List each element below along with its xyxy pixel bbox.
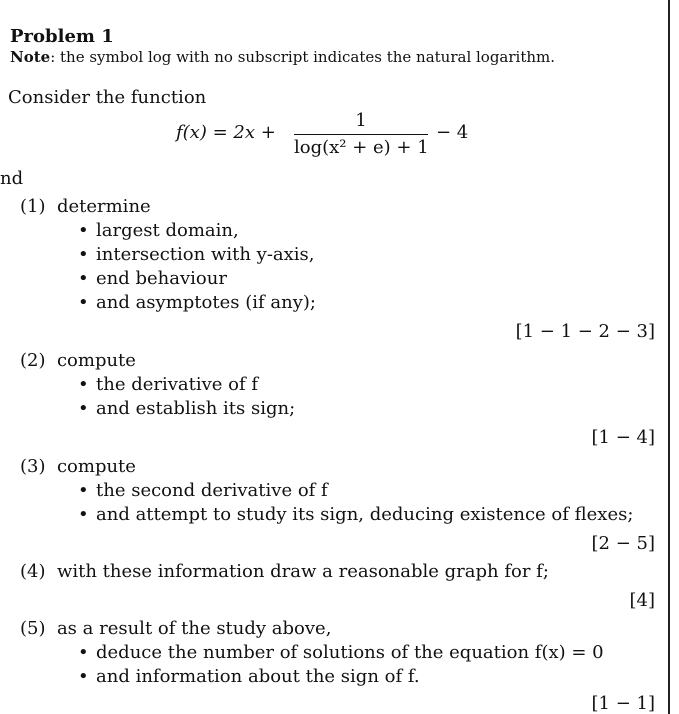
part-2-heading — [20, 350, 136, 371]
list-item: • and attempt to study its sign, deducing existence of flexes; — [78, 504, 633, 525]
part-5-marks: [1 − 1] — [591, 693, 655, 714]
part-2-marks: [1 − 4] — [591, 427, 655, 448]
part-1-number: (1) — [20, 196, 46, 217]
part-3-heading — [20, 456, 136, 477]
part-5-heading — [20, 618, 331, 639]
list-item: • and information about the sign of f. — [78, 666, 420, 687]
fraction-bar — [294, 134, 428, 135]
note-text: : the symbol log with no subscript indicates the natural logarithm. — [50, 48, 556, 66]
part-1-text: determine — [56, 196, 151, 217]
list-item: • the second derivative of f — [78, 480, 328, 501]
note-line — [10, 48, 555, 66]
part-1-marks: [1 − 1 − 2 − 3] — [515, 321, 655, 342]
list-item: • and establish its sign; — [78, 398, 295, 419]
list-item: • the derivative of f — [78, 374, 258, 395]
list-item: • end behaviour — [78, 268, 227, 289]
formula-numerator: 1 — [355, 110, 367, 131]
part-3-number: (3) — [20, 456, 46, 477]
truncated-word: nd — [0, 168, 24, 189]
intro-text: Consider the function — [8, 87, 207, 108]
part-4-number: (4) — [20, 561, 46, 582]
list-item: • and asymptotes (if any); — [78, 292, 316, 313]
list-item: • largest domain, — [78, 220, 239, 241]
part-3-marks: [2 − 5] — [591, 533, 655, 554]
part-4-heading — [20, 561, 549, 582]
formula-lhs: f(x) = 2x + — [176, 122, 276, 143]
part-1-heading — [20, 196, 151, 217]
formula-fraction — [294, 110, 428, 159]
part-2-text: compute — [56, 350, 136, 371]
part-5-text: as a result of the study above, — [56, 618, 332, 639]
part-5-number: (5) — [20, 618, 46, 639]
note-label: Note — [10, 48, 51, 66]
part-4-text: with these information draw a reasonable graph for f; — [56, 561, 549, 582]
part-2-number: (2) — [20, 350, 46, 371]
part-4-marks: [4] — [629, 590, 655, 611]
part-3-text: compute — [56, 456, 136, 477]
page-edge-rule — [668, 0, 670, 714]
problem-title: Problem 1 — [10, 26, 114, 47]
list-item: • intersection with y-axis, — [78, 244, 315, 265]
formula-rhs: − 4 — [436, 122, 469, 143]
formula-denominator: log(x² + e) + 1 — [294, 137, 429, 158]
list-item: • deduce the number of solutions of the equation f(x) = 0 — [78, 642, 604, 663]
